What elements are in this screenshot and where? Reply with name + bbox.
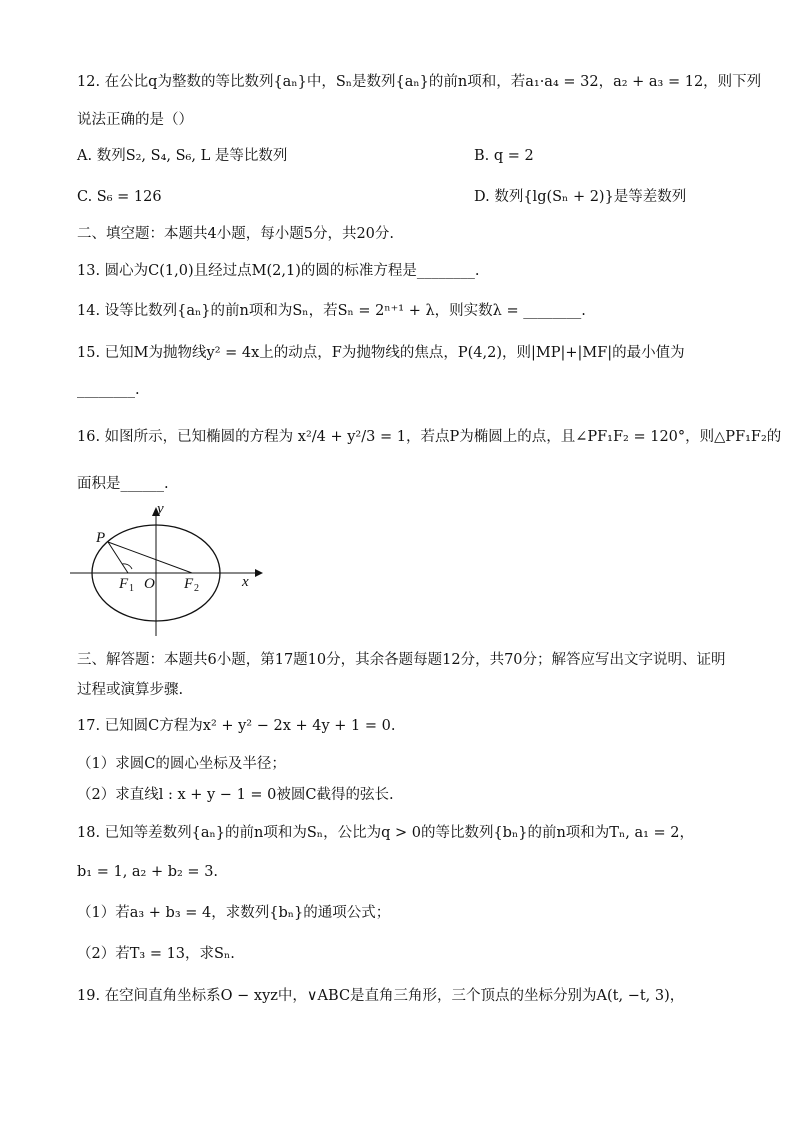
question-17-part-1: （1）求圆C的圆心坐标及半径； [77, 756, 286, 772]
x-axis-arrow-icon [255, 569, 263, 577]
question-13: 13. 圆心为C(1,0)且经过点M(2,1)的圆的标准方程是________. [77, 263, 480, 279]
point-p-label: P [96, 530, 106, 546]
question-18-part-1: （1）若a₃ + b₃ = 4，求数列{bₙ}的通项公式； [77, 905, 391, 921]
question-17-part-2: （2）求直线l : x + y − 1 = 0被圆C截得的弦长. [77, 787, 394, 803]
option-c: C. S₆ = 126 [77, 189, 162, 205]
focus-f2-label: F [184, 576, 194, 592]
options-row-ab [77, 146, 727, 166]
section-2-heading: 二、填空题：本题共4小题，每小题5分，共20分. [77, 226, 395, 242]
section-3-heading-line-2: 过程或演算步骤. [77, 682, 184, 698]
focus-f1-label: F [119, 576, 129, 592]
segment-pf2 [108, 542, 192, 573]
question-16-line-2: 面积是______. [77, 476, 169, 492]
question-14: 14. 设等比数列{aₙ}的前n项和为Sₙ，若Sₙ = 2ⁿ⁺¹ + λ，则实数λ = ________. [77, 303, 586, 319]
focus-f1-subscript: 1 [129, 583, 134, 594]
option-a: A. 数列S₂, S₄, S₆, L 是等比数列 [77, 148, 288, 164]
question-17: 17. 已知圆C方程为x² + y² − 2x + 4y + 1 = 0. [77, 718, 396, 734]
section-3-heading-line-1: 三、解答题：本题共6小题，第17题10分，其余各题每题12分，共70分；解答应写出文字说明、证明 [77, 652, 726, 668]
question-16-line-1: 16. 如图所示，已知椭圆的方程为 x²/4 + y²/3 = 1，若点P为椭圆上的点，且∠PF₁F₂ = 120°，则△PF₁F₂的 [77, 429, 782, 445]
question-18-line-2: b₁ = 1, a₂ + b₂ = 3. [77, 864, 219, 880]
question-18-line-1: 18. 已知等差数列{aₙ}的前n项和为Sₙ，公比为q > 0的等比数列{bₙ}的前n项和为Tₙ, a₁ = 2， [77, 825, 695, 841]
question-18-part-2: （2）若T₃ = 13，求Sₙ. [77, 946, 235, 962]
ellipse-figure [70, 500, 270, 640]
focus-f2-subscript: 2 [194, 583, 199, 594]
segment-pf1 [108, 542, 128, 573]
y-axis-label: y [157, 501, 164, 517]
option-b: B. q = 2 [474, 148, 534, 164]
question-12-line-2: 说法正确的是（） [77, 112, 193, 128]
question-12-line-1: 12. 在公比q为整数的等比数列{aₙ}中，Sₙ是数列{aₙ}的前n项和，若a₁·a₄ = 32，a₂ + a₃ = 12，则下列 [77, 74, 762, 90]
option-d: D. 数列{lg(Sₙ + 2)}是等差数列 [474, 189, 687, 205]
options-row-cd [77, 187, 727, 207]
question-15-line-1: 15. 已知M为抛物线y² = 4x上的动点，F为抛物线的焦点，P(4,2)，则|MP|+|MF|的最小值为 [77, 345, 685, 361]
x-axis-label: x [242, 574, 249, 590]
question-19: 19. 在空间直角坐标系O − xyz中，∨ABC是直角三角形，三个顶点的坐标分别为A(t, −t, 3)， [77, 988, 685, 1004]
origin-label: O [144, 576, 155, 592]
question-15-line-2: ________. [77, 382, 140, 398]
